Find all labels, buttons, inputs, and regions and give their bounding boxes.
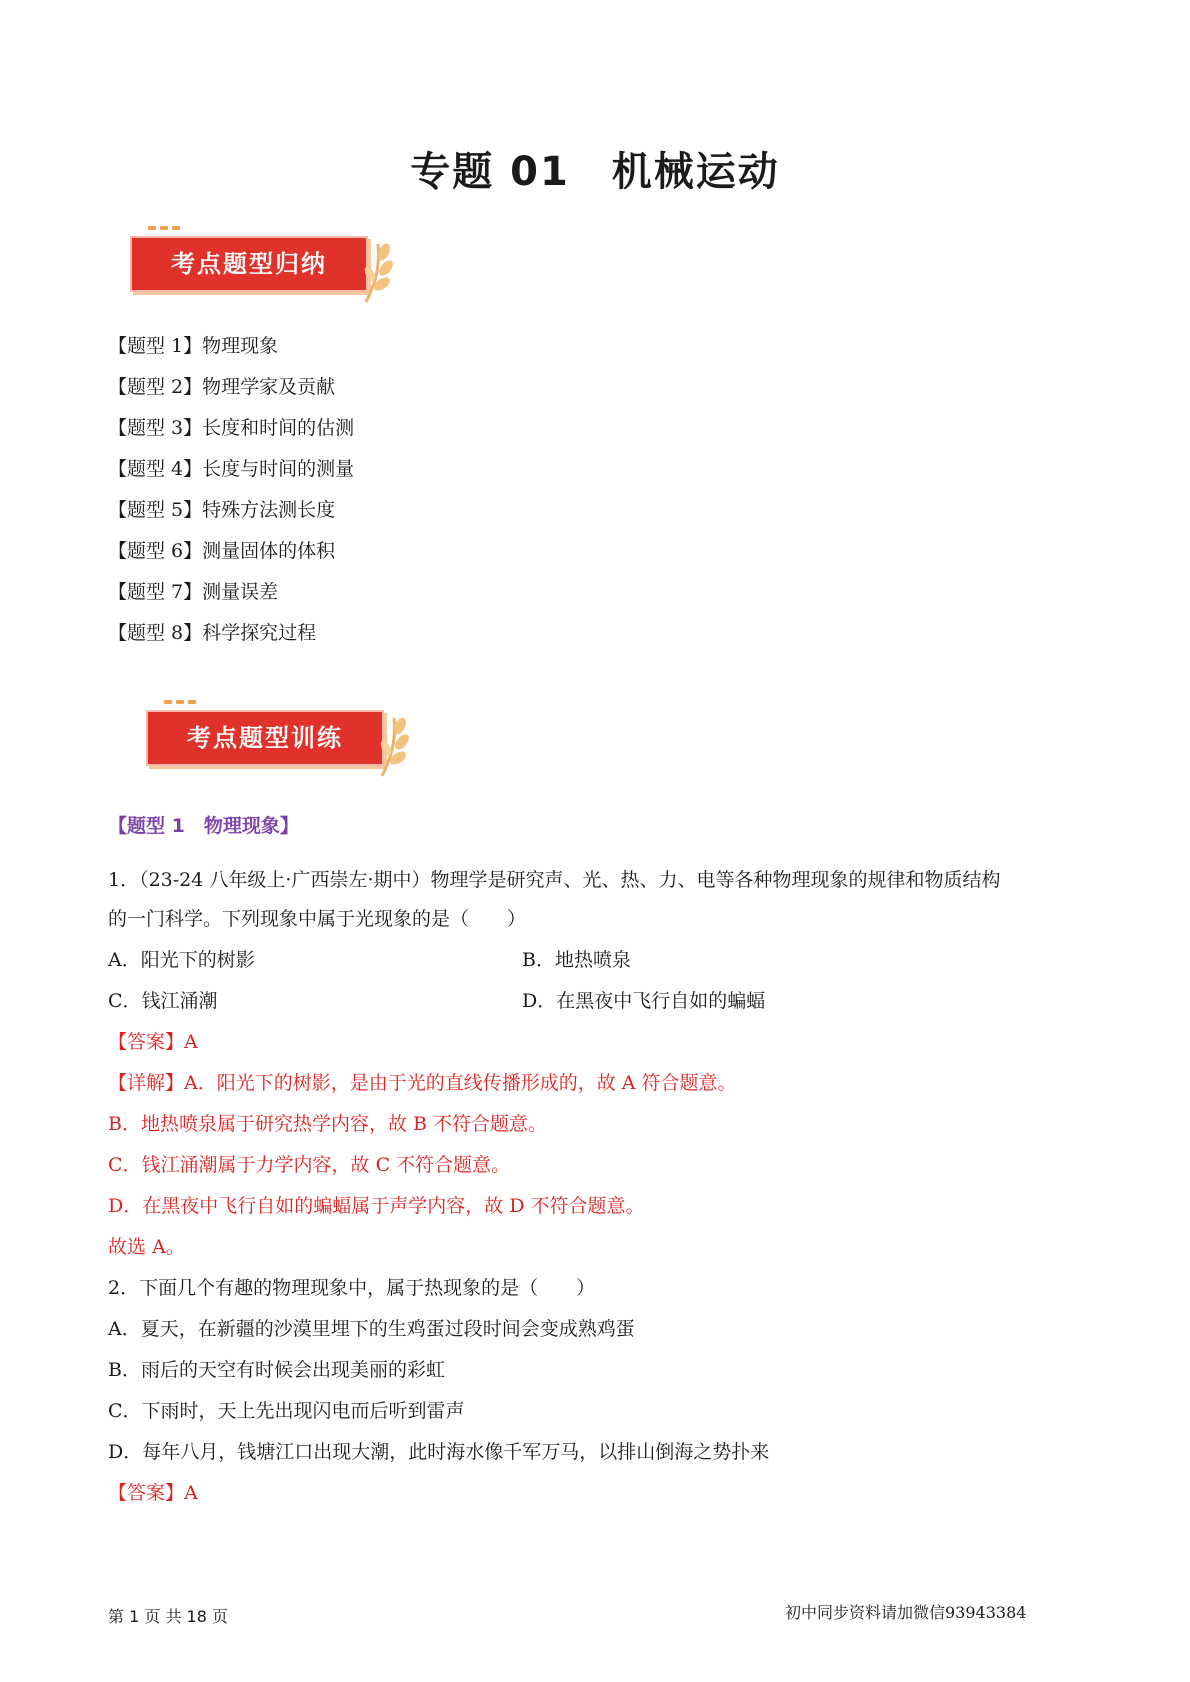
explanation-line: D．在黑夜中飞行自如的蝙蝠属于声学内容，故 D 不符合题意。 [108, 1195, 645, 1217]
banner-dots [164, 700, 204, 706]
type-list-item: 【题型 7】测量误差 [108, 581, 279, 603]
type-list-item: 【题型 4】长度与时间的测量 [108, 458, 355, 480]
type-list-item: 【题型 1】物理现象 [108, 335, 279, 357]
explanation-conclusion: 故选 A。 [108, 1236, 185, 1258]
page-title: 专题 01 机械运动 [410, 149, 780, 195]
question-1-stem-cont: 的一门科学。下列现象中属于光现象的是（ ） [108, 908, 527, 930]
banner-label: 考点题型训练 [187, 724, 343, 752]
question-2-option-a: A．夏天，在新疆的沙漠里埋下的生鸡蛋过段时间会变成熟鸡蛋 [108, 1318, 635, 1340]
question-1-option-b: B．地热喷泉 [522, 949, 631, 971]
question-1-option-a: A．阳光下的树影 [108, 949, 255, 971]
question-1-answer [108, 1030, 198, 1054]
summary-banner [126, 226, 396, 302]
answer-value: A [184, 1482, 198, 1504]
question-2-stem: 2．下面几个有趣的物理现象中，属于热现象的是（ ） [108, 1277, 596, 1299]
type-list-item: 【题型 6】测量固体的体积 [108, 540, 336, 562]
footer-note: 初中同步资料请加微信93943384 [785, 1603, 1027, 1622]
explanation-label: 【详解】 [108, 1072, 185, 1094]
banner-dots [148, 226, 188, 232]
explanation-line: A．阳光下的树影，是由于光的直线传播形成的，故 A 符合题意。 [184, 1072, 737, 1094]
question-2-option-b: B．雨后的天空有时候会出现美丽的彩虹 [108, 1359, 445, 1381]
question-2-answer [108, 1481, 198, 1505]
wheat-icon [374, 712, 414, 778]
type-list-item: 【题型 2】物理学家及贡献 [108, 376, 336, 398]
training-banner [142, 700, 412, 776]
question-1-option-c: C．钱江涌潮 [108, 990, 218, 1012]
answer-label: 【答案】 [108, 1031, 185, 1053]
question-1-stem: 1．（23-24 八年级上·广西崇左·期中）物理学是研究声、光、热、力、电等各种物理现象的规律和物质结构 [108, 869, 1001, 891]
explanation-line: B．地热喷泉属于研究热学内容，故 B 不符合题意。 [108, 1113, 548, 1135]
question-2-option-d: D．每年八月，钱塘江口出现大潮，此时海水像千军万马，以排山倒海之势扑来 [108, 1441, 770, 1463]
answer-value: A [184, 1031, 198, 1053]
type-list-item: 【题型 3】长度和时间的估测 [108, 417, 355, 439]
section-heading: 【题型 1 物理现象】 [108, 815, 299, 837]
answer-label: 【答案】 [108, 1482, 185, 1504]
question-1-option-d: D．在黑夜中飞行自如的蝙蝠 [522, 990, 766, 1012]
type-list-item: 【题型 5】特殊方法测长度 [108, 499, 336, 521]
question-2-option-c: C．下雨时，天上先出现闪电而后听到雷声 [108, 1400, 465, 1422]
page-number: 第 1 页 共 18 页 [108, 1607, 228, 1626]
explanation-line: C．钱江涌潮属于力学内容，故 C 不符合题意。 [108, 1154, 511, 1176]
type-list-item: 【题型 8】科学探究过程 [108, 622, 317, 644]
wheat-icon [358, 238, 398, 304]
banner-label: 考点题型归纳 [171, 250, 327, 278]
question-1-explanation [108, 1071, 737, 1095]
